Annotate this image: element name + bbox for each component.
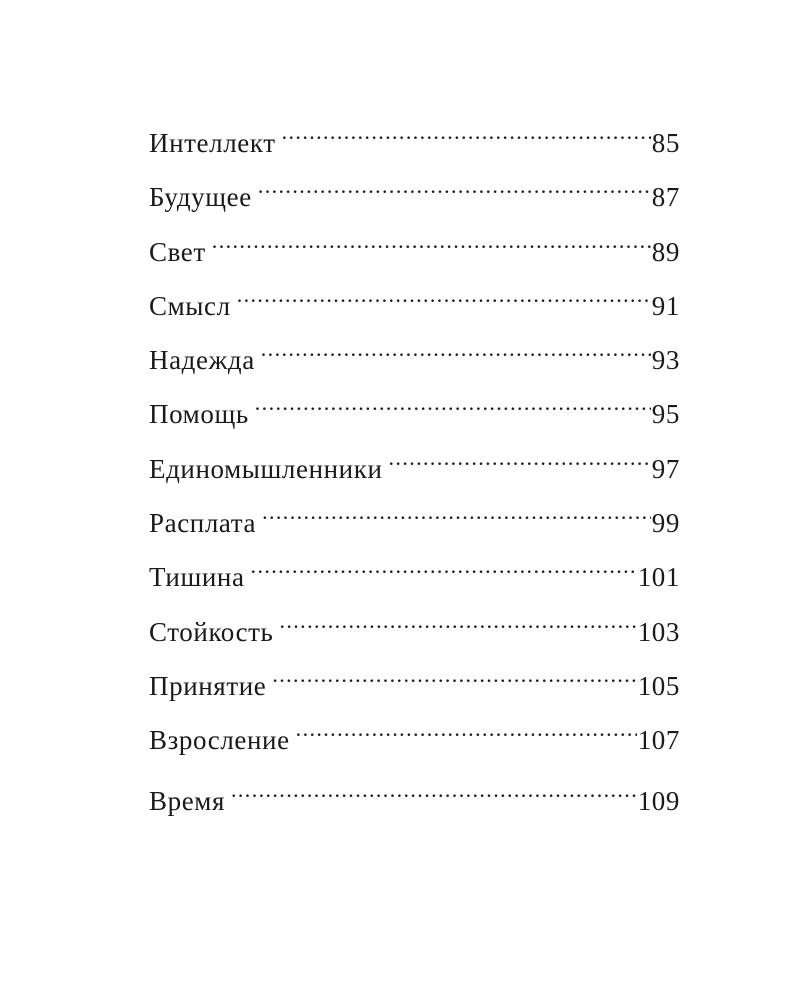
toc-entry-page: 103 [637,616,680,647]
toc-entry-title: Будущее [149,182,252,213]
toc-dot-leader [237,275,651,315]
toc-dot-leader [296,709,637,749]
toc-entry-page: 95 [651,399,680,430]
toc-entry-page: 97 [651,453,680,484]
toc-entry-title: Стойкость [149,616,274,647]
toc-entry-page: 85 [651,128,680,158]
toc-dot-leader [282,112,651,152]
toc-entry-title: Время [149,785,225,816]
toc-entry-page: 105 [637,670,680,701]
toc-entry-page: 99 [651,508,680,539]
toc-entry-page: 93 [651,345,680,376]
toc-dot-leader [251,546,637,586]
toc-entry-hope [149,329,680,383]
toc-entry-growing-up [149,709,680,763]
toc-dot-leader [255,383,651,423]
toc-dot-leader [212,221,651,261]
toc-entry-page: 89 [651,236,680,267]
toc-entry-page: 101 [637,562,680,593]
toc-entry-retribution [149,492,680,546]
toc-entry-meaning [149,275,680,329]
toc-dot-leader [231,770,637,810]
toc-entry-help [149,383,680,437]
toc-entry-title: Надежда [149,345,255,376]
toc-entry-page: 109 [637,785,680,816]
toc-entry-page: 87 [651,182,680,213]
toc-dot-leader [279,601,636,641]
toc-entry-title: Интеллект [149,128,276,158]
toc-entry-future [149,166,680,220]
toc-entry-title: Принятие [149,670,267,701]
toc-dot-leader [258,166,651,206]
toc-entry-resilience [149,601,680,655]
toc-entry-title: Помощь [149,399,249,430]
toc-entry-title: Взросление [149,725,290,756]
toc-entry-page: 91 [651,290,680,321]
toc-dot-leader [389,438,651,478]
toc-entry-title: Тишина [149,562,245,593]
toc-entry-acceptance [149,655,680,709]
toc-entry-time [149,770,680,824]
toc-entry-title: Смысл [149,290,231,321]
toc-entry-title: Расплата [149,508,257,539]
toc-entry-title: Единомышленники [149,453,383,484]
toc-entry-intellect [149,112,680,166]
toc-entry-like-minded [149,438,680,492]
toc-dot-leader [262,492,651,532]
toc-entry-light [149,221,680,275]
table-of-contents [149,112,680,824]
toc-entry-title: Свет [149,236,206,267]
toc-dot-leader [272,655,636,695]
toc-entry-silence [149,546,680,600]
toc-dot-leader [261,329,651,369]
toc-entry-page: 107 [637,725,680,756]
